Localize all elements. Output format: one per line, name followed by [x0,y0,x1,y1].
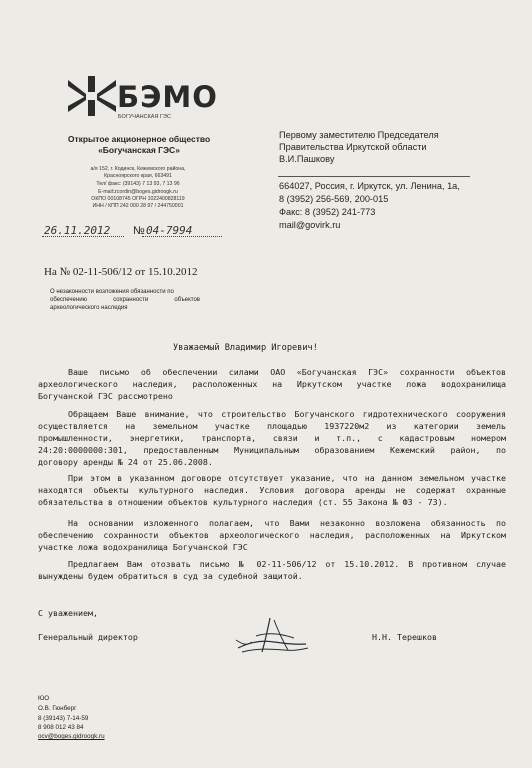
executor-email: ocv@boges.gidroogk.ru [38,733,105,740]
sender-address-line: а/я 152, г. Кодинск, Кежемского района, [90,166,186,172]
sender-inn-line: ИНН / КПП 242 000 28 97 / 244750001 [92,203,184,209]
paragraph-line: Богучанской ГЭС рассмотрено [38,391,173,401]
paragraph-line: вынуждены будем обратиться в суд за судебной защитой. [38,571,303,581]
closing: С уважением, [38,608,98,618]
executor-line: ЮО [38,695,50,702]
outgoing-date: 26.11.2012 [44,224,111,237]
sender-okpo-line: ОКПО 00108745 ОГРН 1022400828119 [91,196,185,202]
sender-org-line2: «Богучанская ГЭС» [98,145,180,155]
sender-org-line1: Открытое акционерное общество [67,134,211,144]
paragraph-line: При этом в указанном договоре отсутствует указание, что на данном земельном участке [68,473,506,483]
recipient-line: Первому заместителю Председателя [279,130,439,140]
sender-email-line: E-mail:zcordin@boges.gidroogk.ru [98,189,178,195]
paragraph-line: Обращаем Ваше внимание, что строительство Богучанского гидротехнического сооружения [68,409,506,419]
recipient-fax: Факс: 8 (3952) 241-773 [279,207,376,217]
logo-subtitle: БОГУЧАНСКАЯ ГЭС [118,114,171,120]
bemo-logo-icon [68,76,116,116]
paragraph-line: обеспечению сохранности объектов археологического наследия, расположенных на Иркутском [38,530,506,540]
paragraph-line: обязательства в отношении объектов культурного наследия (ст. 55 Закона № ФЗ - 73). [38,497,448,507]
sender-phone-line: Тел/ факс: (39143) 7 13 93, 7 13 96 [96,181,180,187]
paragraph-line: археологического наследия, расположенных на Иркутском участке ложа водохранилища [38,379,506,389]
signer-title: Генеральный директор [38,632,138,642]
subject-line: археологического наследия [50,305,128,311]
subject-line: О незаконности возложения обязанности по [50,289,174,295]
salutation: Уважаемый Владимир Игоревич! [173,343,318,353]
paragraph-line: 24:20:0000000:301, предоставленным Муниципальным образованием Кежемский район, по [38,445,506,455]
signer-name: Н.Н. Терешков [372,632,437,642]
subject-line: обеспечению сохранности объектов [50,297,200,303]
executor-phone: 8 (39143) 7-14-59 [38,715,89,722]
signature-image [232,612,312,658]
paragraph-line: осуществляется на земельном участке площадью 1937220м2 из категории земель [38,421,506,431]
recipient-divider [278,176,470,177]
recipient-address: 664027, Россия, г. Иркутск, ул. Ленина, 1а, [279,181,460,191]
paragraph-line: Предлагаем Вам отозвать письмо № 02-11-506/12 от 15.10.2012. В противном случае [68,559,506,569]
executor-name: О.В. Гюнберг [38,705,77,712]
paragraph-line: Ваше письмо об обеспечении силами ОАО «Богучанская ГЭС» сохранности объектов [68,367,506,377]
paragraph-line: участке ложа водохранилища Богучанской ГЭС [38,542,248,552]
recipient-name: В.И.Пашкову [279,154,335,164]
paragraph-line: промышленности, энергетики, транспорта, связи и т.п., с кадастровым номером [38,433,506,443]
paragraph-line: договору аренды № 24 от 25.06.2008. [38,457,213,467]
date-underline [42,236,124,237]
recipient-line: Правительства Иркутской области [279,142,427,152]
reference-line: На № 02-11-506/12 от 15.10.2012 [44,266,198,278]
outgoing-number: 04-7994 [146,224,193,237]
number-underline [142,236,222,237]
paragraph-line: находятся объекты культурного наследия. Условия договора аренды не содержат охранные [38,485,506,495]
recipient-email: mail@govirk.ru [279,220,341,230]
recipient-phone: 8 (3952) 256-569, 200-015 [279,194,389,204]
sender-address-line: Красноярского края, 663491 [104,173,172,179]
executor-mobile: 8 908 012 43 84 [38,724,84,731]
paragraph-line: На основании изложенного полагаем, что Вами незаконно возложена обязанность по [68,518,506,528]
outgoing-number-prefix: № [133,225,145,237]
logo-name: БЭМО [117,80,218,114]
